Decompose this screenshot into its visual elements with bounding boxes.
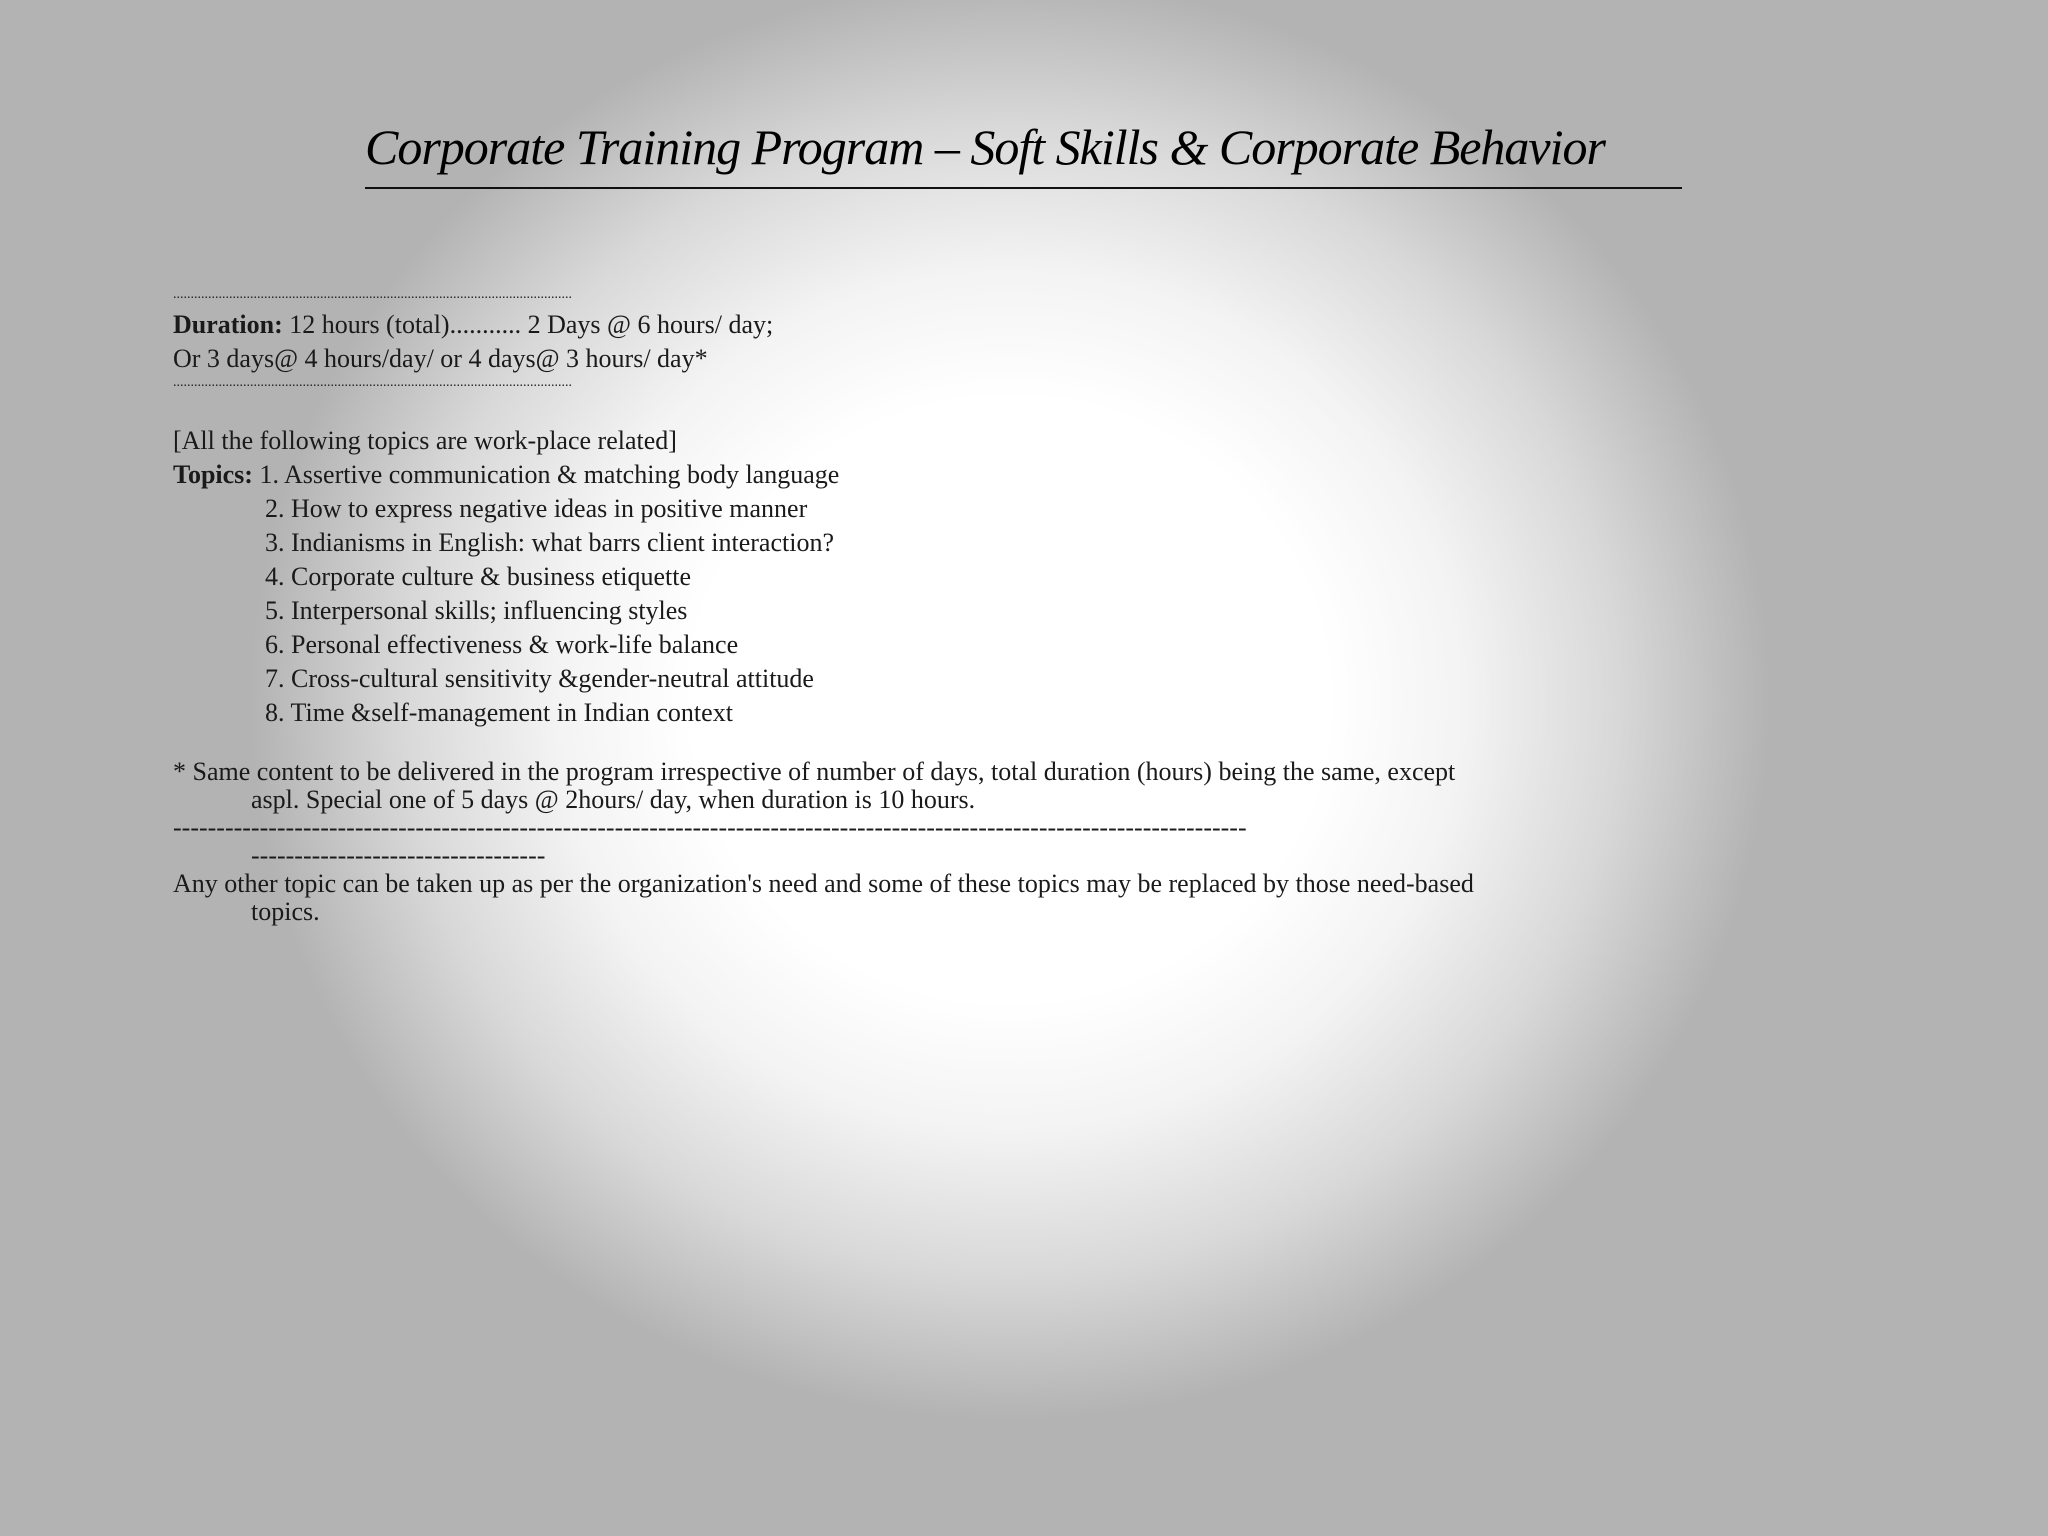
- topic-item-4: 4. Corporate culture & business etiquette: [265, 562, 692, 591]
- topic-item-7: 7. Cross-cultural sensitivity &gender-neutral attitude: [265, 664, 814, 693]
- duration-line-1: [173, 308, 1673, 342]
- topic-text: 1. Assertive communication & matching body language: [259, 460, 840, 489]
- slide-body: [173, 288, 1673, 926]
- topic-item-2: 2. How to express negative ideas in positive manner: [265, 494, 808, 523]
- other-topics-line-2: topics.: [251, 897, 320, 926]
- footnote-line-1: * Same content to be delivered in the program irrespective of number of days, total duration (hours) being the same, except: [173, 757, 1456, 786]
- duration-label: Duration:: [173, 310, 283, 339]
- duration-line-2: Or 3 days@ 4 hours/day/ or 4 days@ 3 hours/ day*: [173, 344, 708, 373]
- other-topics-note: [173, 870, 1673, 926]
- topic-item-8: 8. Time &self-management in Indian context: [265, 698, 733, 727]
- dashed-separator: ----------------------------------------------------------------------------------------------------------------------------: [173, 814, 1247, 842]
- topic-item-5: 5. Interpersonal skills; influencing styles: [265, 596, 688, 625]
- topic-item-6: 6. Personal effectiveness & work-life balance: [265, 630, 739, 659]
- dotted-separator-top: ..................................................................................................................: [173, 288, 572, 302]
- footnote-line-2: aspl. Special one of 5 days @ 2hours/ day, when duration is 10 hours.: [251, 785, 976, 814]
- dotted-separator-bottom: ..................................................................................................................: [173, 376, 572, 390]
- topic-item-1: [173, 458, 1673, 492]
- dashed-separator-continued: ----------------------------------: [251, 842, 546, 870]
- duration-value: 12 hours (total)........... 2 Days @ 6 hours/ day;: [282, 310, 774, 339]
- title-underline: [365, 187, 1682, 189]
- other-topics-line-1: Any other topic can be taken up as per the organization's need and some of these topics may be replaced by those need-based: [173, 869, 1474, 898]
- topics-intro: [All the following topics are work-place related]: [173, 426, 677, 455]
- slide-title: Corporate Training Program – Soft Skills & Corporate Behavior: [365, 119, 1605, 175]
- topic-item-3: 3. Indianisms in English: what barrs client interaction?: [265, 528, 834, 557]
- topics-label: Topics:: [173, 460, 253, 489]
- footnote: [173, 758, 1673, 814]
